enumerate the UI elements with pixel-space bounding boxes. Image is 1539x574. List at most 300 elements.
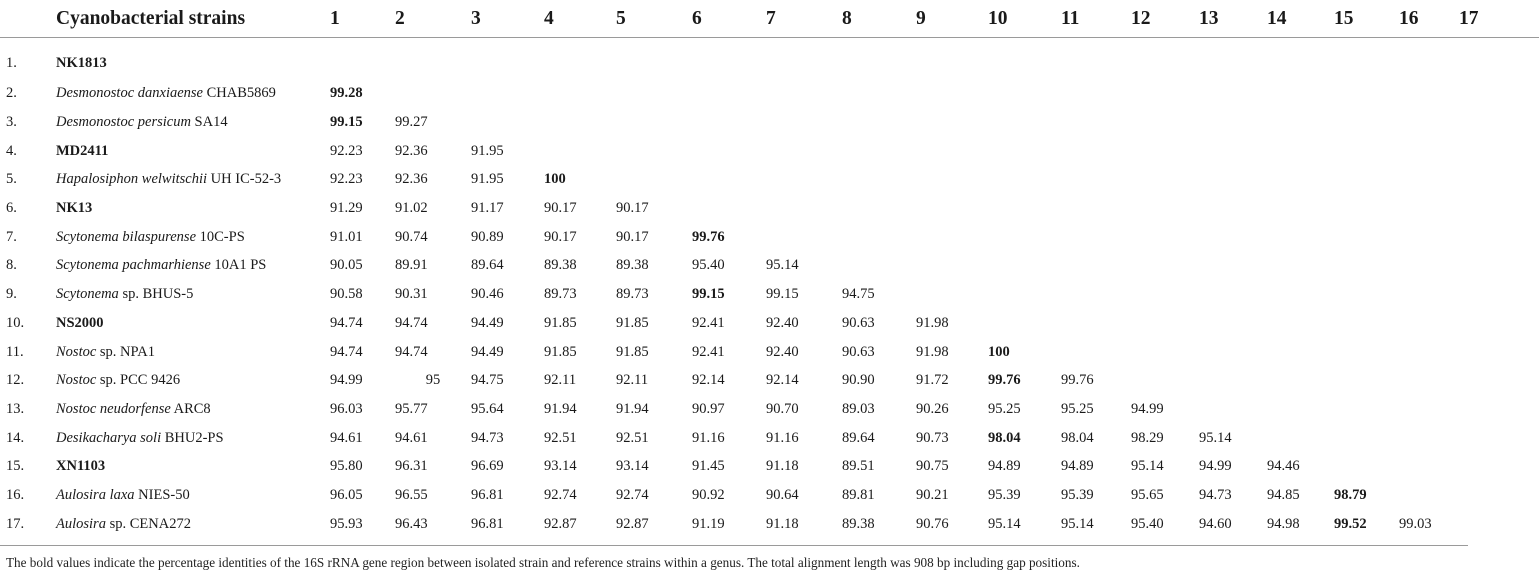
identity-cell <box>916 280 988 309</box>
identity-cell: 99.03 <box>1399 516 1432 533</box>
identity-cell <box>692 166 766 195</box>
identity-cell: 98.04 <box>988 429 1021 446</box>
identity-cell <box>988 38 1061 80</box>
identity-cell: 96.43 <box>395 516 428 533</box>
identity-cell: 90.97 <box>692 400 725 417</box>
identity-cell <box>916 108 988 137</box>
identity-cell <box>1459 424 1539 453</box>
identity-cell: 91.94 <box>616 400 649 417</box>
identity-cell <box>544 80 616 109</box>
strain-name-part: sp. PCC 9426 <box>96 372 181 389</box>
identity-cell <box>544 108 616 137</box>
identity-cell <box>842 166 916 195</box>
identity-cell <box>1399 424 1459 453</box>
identity-cell <box>1459 452 1539 481</box>
identity-cell: 90.64 <box>766 486 799 503</box>
identity-cell <box>1131 366 1199 395</box>
identity-cell: 96.05 <box>330 486 363 503</box>
row-index: 1. <box>6 55 17 72</box>
header-strains-label: Cyanobacterial strains <box>56 0 330 38</box>
identity-cell <box>916 194 988 223</box>
identity-cell <box>1399 481 1459 510</box>
table-row <box>0 338 1539 367</box>
identity-cell <box>1061 338 1131 367</box>
strain-name <box>56 194 330 223</box>
identity-cell <box>766 137 842 166</box>
identity-cell <box>1131 280 1199 309</box>
row-index: 10. <box>6 314 25 331</box>
column-header: 13 <box>1199 0 1267 38</box>
header-index-cell <box>0 0 56 38</box>
identity-cell <box>916 80 988 109</box>
identity-cell <box>1399 280 1459 309</box>
identity-cell <box>1334 80 1399 109</box>
strain-name-part: NS2000 <box>56 314 104 331</box>
column-header: 17 <box>1459 0 1539 38</box>
identity-cell: 96.69 <box>471 458 504 475</box>
table-row <box>0 137 1539 166</box>
table-row <box>0 452 1539 481</box>
identity-cell <box>988 252 1061 281</box>
table-row <box>0 395 1539 424</box>
identity-cell: 89.64 <box>842 429 875 446</box>
identity-cell <box>1459 338 1539 367</box>
identity-cell <box>544 38 616 80</box>
identity-cell <box>1131 223 1199 252</box>
strain-name <box>56 38 330 80</box>
identity-cell <box>1061 309 1131 338</box>
identity-cell: 89.51 <box>842 458 875 475</box>
identity-cell <box>1199 108 1267 137</box>
row-index: 9. <box>6 286 17 303</box>
identity-cell: 92.87 <box>616 516 649 533</box>
identity-cell: 94.46 <box>1267 458 1300 475</box>
identity-cell <box>1399 452 1459 481</box>
identity-cell: 90.76 <box>916 516 949 533</box>
identity-cell: 99.15 <box>330 114 363 131</box>
identity-cell: 90.89 <box>471 228 504 245</box>
identity-cell <box>395 80 471 109</box>
identity-cell <box>1131 137 1199 166</box>
identity-cell: 91.29 <box>330 200 363 217</box>
strain-name <box>56 80 330 109</box>
table-row <box>0 194 1539 223</box>
identity-cell <box>471 38 544 80</box>
identity-cell <box>988 309 1061 338</box>
identity-cell: 95.14 <box>1131 458 1164 475</box>
row-index: 7. <box>6 228 17 245</box>
identity-cell <box>1267 280 1334 309</box>
identity-cell: 95.93 <box>330 516 363 533</box>
identity-cell <box>1199 309 1267 338</box>
identity-cell <box>544 137 616 166</box>
identity-cell <box>988 137 1061 166</box>
identity-cell: 94.73 <box>1199 486 1232 503</box>
identity-cell: 95.14 <box>1061 516 1094 533</box>
identity-cell <box>1399 137 1459 166</box>
identity-cell <box>988 223 1061 252</box>
identity-cell <box>1334 452 1399 481</box>
identity-cell <box>766 166 842 195</box>
identity-cell <box>1061 252 1131 281</box>
strain-name <box>56 252 330 281</box>
table-row <box>0 223 1539 252</box>
strain-name <box>56 108 330 137</box>
identity-cell: 96.81 <box>471 516 504 533</box>
identity-cell: 95.40 <box>692 257 725 274</box>
row-index: 13. <box>6 400 25 417</box>
identity-cell <box>916 252 988 281</box>
identity-cell <box>988 80 1061 109</box>
strain-name-part: Hapalosiphon welwitschii <box>56 171 208 188</box>
identity-cell <box>1199 223 1267 252</box>
strain-name-part: SA14 <box>190 114 228 131</box>
identity-cell: 90.31 <box>395 286 428 303</box>
strain-name-part: UH IC-52-3 <box>207 171 282 188</box>
identity-cell <box>1459 194 1539 223</box>
identity-cell: 90.73 <box>916 429 949 446</box>
identity-cell: 92.23 <box>330 171 363 188</box>
identity-cell <box>1199 395 1267 424</box>
strain-name-part: Nostoc <box>56 343 97 360</box>
identity-cell <box>916 166 988 195</box>
identity-cell <box>1334 166 1399 195</box>
row-index: 5. <box>6 171 17 188</box>
identity-cell: 100 <box>544 171 566 188</box>
identity-cell <box>1267 80 1334 109</box>
identity-cell <box>766 223 842 252</box>
row-index: 3. <box>6 114 17 131</box>
table-row <box>0 280 1539 309</box>
identity-cell <box>766 38 842 80</box>
strain-name-part: NK13 <box>56 200 93 217</box>
strain-name <box>56 510 330 554</box>
identity-cell <box>842 38 916 80</box>
identity-cell <box>842 108 916 137</box>
identity-cell <box>1459 166 1539 195</box>
strain-name-part: Scytonema pachmarhiense <box>56 257 211 274</box>
identity-cell <box>1334 395 1399 424</box>
identity-cell <box>1267 166 1334 195</box>
identity-cell <box>1267 252 1334 281</box>
row-index: 15. <box>6 458 25 475</box>
identity-cell <box>692 194 766 223</box>
identity-cell <box>692 80 766 109</box>
identity-cell: 90.26 <box>916 400 949 417</box>
identity-cell <box>1459 223 1539 252</box>
identity-cell: 92.14 <box>692 372 725 389</box>
strain-name-part: sp. CENA272 <box>105 516 191 533</box>
identity-cell: 91.95 <box>471 171 504 188</box>
strain-name-part: Desikacharya soli <box>56 429 162 446</box>
identity-cell <box>1061 80 1131 109</box>
identity-cell: 92.40 <box>766 343 799 360</box>
identity-cell: 94.60 <box>1199 516 1232 533</box>
identity-cell <box>1061 38 1131 80</box>
identity-cell <box>1199 137 1267 166</box>
identity-cell <box>1399 309 1459 338</box>
identity-cell <box>842 194 916 223</box>
identity-cell: 91.85 <box>544 343 577 360</box>
strain-name-part: NIES-50 <box>134 486 190 503</box>
identity-cell <box>1459 366 1539 395</box>
identity-cell: 92.51 <box>616 429 649 446</box>
identity-cell <box>1131 166 1199 195</box>
identity-cell <box>1399 395 1459 424</box>
identity-cell: 94.74 <box>330 314 363 331</box>
column-header: 7 <box>766 0 842 38</box>
identity-cell: 92.41 <box>692 314 725 331</box>
identity-cell <box>988 280 1061 309</box>
identity-cell <box>1334 223 1399 252</box>
identity-cell: 94.89 <box>988 458 1021 475</box>
identity-cell: 95.65 <box>1131 486 1164 503</box>
identity-cell: 89.73 <box>616 286 649 303</box>
column-header: 6 <box>692 0 766 38</box>
strain-name <box>56 137 330 166</box>
identity-cell: 95.14 <box>988 516 1021 533</box>
table-body <box>0 38 1539 554</box>
identity-cell <box>1199 338 1267 367</box>
strain-name <box>56 395 330 424</box>
identity-cell <box>1399 366 1459 395</box>
identity-cell <box>692 108 766 137</box>
identity-cell: 90.63 <box>842 343 875 360</box>
identity-cell: 92.11 <box>616 372 649 389</box>
strain-name <box>56 481 330 510</box>
strain-name-part: Scytonema <box>56 286 119 303</box>
strain-name-part: Desmonostoc persicum <box>56 114 191 131</box>
identity-cell: 99.52 <box>1334 516 1367 533</box>
identity-cell <box>616 137 692 166</box>
identity-cell: 90.46 <box>471 286 504 303</box>
identity-cell <box>1267 395 1334 424</box>
identity-cell: 95.25 <box>988 400 1021 417</box>
table-row <box>0 108 1539 137</box>
column-header: 4 <box>544 0 616 38</box>
identity-cell <box>1061 194 1131 223</box>
identity-cell: 89.38 <box>616 257 649 274</box>
identity-cell: 94.73 <box>471 429 504 446</box>
identity-cell <box>1131 194 1199 223</box>
identity-cell <box>1399 252 1459 281</box>
identity-cell <box>766 194 842 223</box>
strain-name <box>56 166 330 195</box>
row-index: 12. <box>6 372 25 389</box>
strain-name-part: ARC8 <box>170 400 211 417</box>
identity-cell <box>1199 366 1267 395</box>
row-index: 2. <box>6 85 17 102</box>
strain-name-part: 10C-PS <box>196 228 245 245</box>
identity-cell: 90.17 <box>616 200 649 217</box>
identity-cell: 94.49 <box>471 314 504 331</box>
identity-cell <box>1267 424 1334 453</box>
identity-cell: 95.25 <box>1061 400 1094 417</box>
identity-cell: 91.95 <box>471 142 504 159</box>
row-index: 6. <box>6 200 17 217</box>
identity-cell: 98.29 <box>1131 429 1164 446</box>
column-header: 10 <box>988 0 1061 38</box>
strain-name-part: MD2411 <box>56 142 109 159</box>
identity-cell <box>1334 309 1399 338</box>
identity-cell <box>1334 38 1399 80</box>
identity-cell <box>842 80 916 109</box>
strain-name <box>56 309 330 338</box>
identity-cell <box>1267 194 1334 223</box>
strain-name <box>56 338 330 367</box>
identity-cell <box>1061 223 1131 252</box>
table-row <box>0 424 1539 453</box>
table-row <box>0 252 1539 281</box>
identity-cell: 95.14 <box>1199 429 1232 446</box>
identity-cell <box>1267 38 1334 80</box>
identity-cell: 92.36 <box>395 142 428 159</box>
header-row <box>0 0 1539 38</box>
identity-cell <box>1459 137 1539 166</box>
identity-cell <box>1334 338 1399 367</box>
table-footnote: The bold values indicate the percentage identities of the 16S rRNA gene region between isolated strain and reference strains within a genus. The total alignment length was 908 bp including gap positions. <box>6 555 1080 570</box>
identity-cell <box>842 137 916 166</box>
identity-cell: 94.89 <box>1061 458 1094 475</box>
identity-cell: 95.77 <box>395 400 428 417</box>
identity-cell <box>1399 338 1459 367</box>
identity-cell <box>1061 280 1131 309</box>
identity-cell <box>1199 38 1267 80</box>
identity-cell: 94.61 <box>395 429 428 446</box>
strain-name <box>56 366 330 395</box>
table-row <box>0 481 1539 510</box>
identity-cell: 91.16 <box>766 429 799 446</box>
table-row <box>0 38 1539 80</box>
identity-cell <box>1131 309 1199 338</box>
identity-cell: 92.51 <box>544 429 577 446</box>
column-header: 11 <box>1061 0 1131 38</box>
identity-cell: 96.03 <box>330 400 363 417</box>
identity-cell: 91.18 <box>766 458 799 475</box>
identity-cell: 91.98 <box>916 343 949 360</box>
strain-name-part: Desmonostoc danxiaense <box>56 85 203 102</box>
identity-cell: 96.31 <box>395 458 428 475</box>
identity-cell: 98.04 <box>1061 429 1094 446</box>
identity-cell: 96.81 <box>471 486 504 503</box>
identity-cell: 90.90 <box>842 372 875 389</box>
identity-cell <box>471 108 544 137</box>
identity-cell: 94.85 <box>1267 486 1300 503</box>
identity-cell <box>471 80 544 109</box>
identity-cell: 95 <box>425 372 441 389</box>
identity-cell: 90.75 <box>916 458 949 475</box>
identity-cell: 90.70 <box>766 400 799 417</box>
strain-name <box>56 424 330 453</box>
identity-cell <box>1399 166 1459 195</box>
identity-cell <box>1334 252 1399 281</box>
identity-cell <box>916 38 988 80</box>
identity-cell <box>916 137 988 166</box>
strain-name-part: NK1813 <box>56 55 107 72</box>
identity-cell <box>1131 108 1199 137</box>
identity-cell: 89.64 <box>471 257 504 274</box>
identity-cell <box>1334 194 1399 223</box>
identity-cell: 94.74 <box>395 343 428 360</box>
identity-cell <box>692 137 766 166</box>
identity-cell <box>1267 108 1334 137</box>
identity-cell <box>1061 166 1131 195</box>
identity-cell <box>1459 481 1539 510</box>
identity-cell: 94.99 <box>1131 400 1164 417</box>
identity-cell <box>1199 280 1267 309</box>
identity-cell: 90.05 <box>330 257 363 274</box>
strain-name-part: Nostoc neudorfense <box>56 400 171 417</box>
identity-cell <box>1459 309 1539 338</box>
identity-cell <box>1267 309 1334 338</box>
row-index: 4. <box>6 142 17 159</box>
column-header: 12 <box>1131 0 1199 38</box>
identity-cell <box>1199 166 1267 195</box>
column-header: 15 <box>1334 0 1399 38</box>
strain-name <box>56 223 330 252</box>
strain-name-part: Aulosira laxa <box>56 486 135 503</box>
identity-cell <box>916 223 988 252</box>
column-header: 2 <box>395 0 471 38</box>
row-index: 14. <box>6 429 25 446</box>
identity-cell: 94.75 <box>471 372 504 389</box>
identity-cell <box>1131 38 1199 80</box>
identity-cell <box>1459 510 1539 554</box>
identity-cell: 91.85 <box>544 314 577 331</box>
strain-name-part: BHU2-PS <box>161 429 224 446</box>
identity-cell <box>1399 108 1459 137</box>
column-header: 16 <box>1399 0 1459 38</box>
identity-cell: 91.85 <box>616 343 649 360</box>
identity-cell <box>1399 38 1459 80</box>
identity-cell <box>1131 252 1199 281</box>
identity-cell <box>1267 366 1334 395</box>
identity-cell: 92.40 <box>766 314 799 331</box>
identity-cell <box>1199 252 1267 281</box>
identity-cell: 89.03 <box>842 400 875 417</box>
column-header: 8 <box>842 0 916 38</box>
identity-cell <box>1334 108 1399 137</box>
identity-cell: 90.17 <box>616 228 649 245</box>
identity-cell <box>1459 280 1539 309</box>
identity-cell: 93.14 <box>616 458 649 475</box>
identity-cell <box>1459 252 1539 281</box>
column-header: 3 <box>471 0 544 38</box>
row-index: 16. <box>6 486 25 503</box>
table-row <box>0 166 1539 195</box>
identity-cell: 98.79 <box>1334 486 1367 503</box>
identity-cell: 91.17 <box>471 200 504 217</box>
identity-cell: 91.01 <box>330 228 363 245</box>
identity-cell: 95.39 <box>1061 486 1094 503</box>
identity-cell: 96.55 <box>395 486 428 503</box>
identity-cell <box>1334 366 1399 395</box>
identity-cell: 94.49 <box>471 343 504 360</box>
identity-cell <box>1131 80 1199 109</box>
identity-cell: 91.94 <box>544 400 577 417</box>
identity-cell: 99.15 <box>766 286 799 303</box>
identity-cell: 94.98 <box>1267 516 1300 533</box>
identity-cell: 99.27 <box>395 114 428 131</box>
identity-cell: 95.80 <box>330 458 363 475</box>
identity-cell: 95.39 <box>988 486 1021 503</box>
identity-cell: 90.17 <box>544 228 577 245</box>
identity-cell: 92.74 <box>544 486 577 503</box>
identity-cell <box>988 194 1061 223</box>
identity-cell: 92.23 <box>330 142 363 159</box>
identity-cell: 90.74 <box>395 228 428 245</box>
identity-cell: 99.76 <box>692 228 725 245</box>
